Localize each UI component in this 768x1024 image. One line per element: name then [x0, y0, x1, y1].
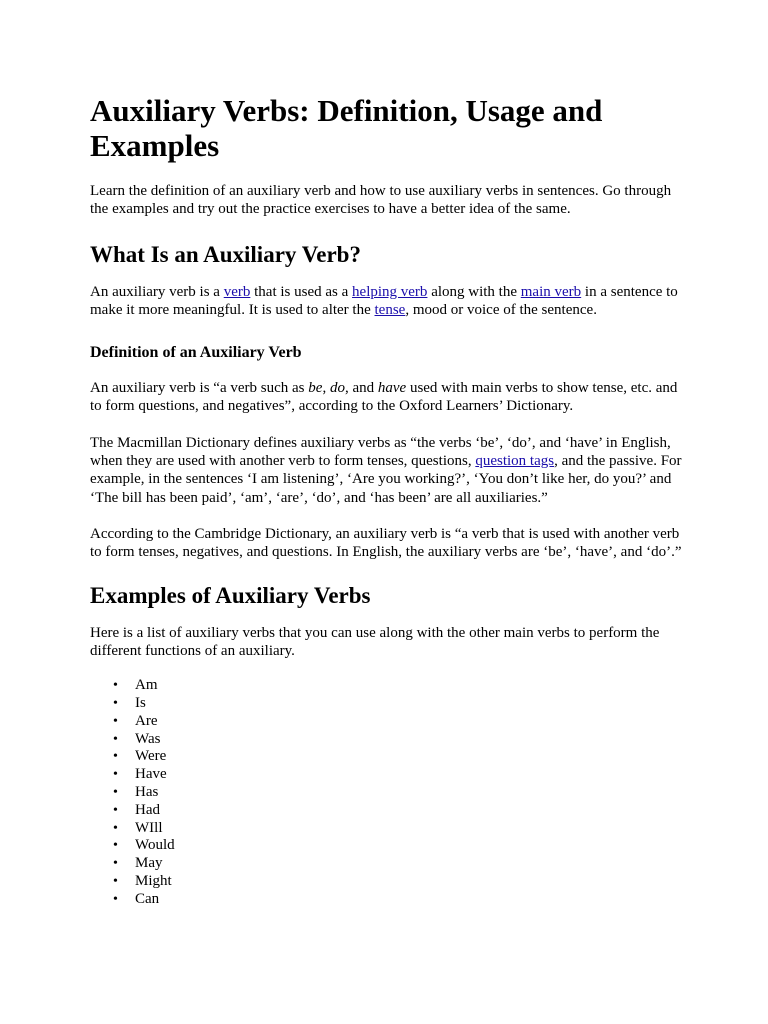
- list-item: • Was: [135, 731, 682, 749]
- italic-be: be: [308, 380, 323, 397]
- page-title: Auxiliary Verbs: Definition, Usage and Examples: [90, 93, 603, 163]
- article-body: [90, 93, 682, 909]
- list-item: • Might: [135, 873, 682, 891]
- text-segment: in a sentence to make it more meaningful. It is used to alter the: [90, 283, 678, 318]
- examples-intro-paragraph: Here is a list of auxiliary verbs that you can use along with the other main verbs to perform the different functions of an auxiliary.: [90, 624, 660, 659]
- text-segment: , and the passive. For example, in the sentences ‘I am listening’, ‘Are you working?’, ‘You don’t like her, do you?’ and ‘The bill has been paid’, ‘am’, ‘are’, ‘do’, and ‘has been’ are all auxiliaries.”: [90, 453, 682, 506]
- oxford-definition-paragraph: [90, 379, 682, 416]
- list-item: • Can: [135, 891, 682, 909]
- list-item: • Had: [135, 802, 682, 820]
- link-question-tags[interactable]: question tags: [475, 453, 555, 470]
- list-item: • Am: [135, 677, 682, 695]
- cambridge-definition-paragraph: According to the Cambridge Dictionary, an auxiliary verb is “a verb that is used with another verb to form tenses, negatives, and questions. In English, the auxiliary verbs are ‘be’, ‘have’, and ‘do’.”: [90, 525, 682, 561]
- italic-have: have: [377, 380, 407, 397]
- text-segment: that is used as a: [250, 283, 353, 300]
- list-item: • Are: [135, 713, 682, 731]
- link-verb[interactable]: verb: [223, 283, 251, 300]
- text-segment: ,: [322, 380, 330, 397]
- macmillan-definition-paragraph: [90, 434, 682, 507]
- text-segment: , and: [344, 380, 378, 397]
- auxiliary-verb-list: [90, 677, 682, 908]
- link-tense[interactable]: tense: [374, 301, 406, 318]
- list-item: • Is: [135, 695, 682, 713]
- text-segment: , mood or voice of the sentence.: [405, 301, 597, 318]
- definition-paragraph: [90, 283, 682, 320]
- link-helping-verb[interactable]: helping verb: [352, 283, 428, 300]
- list-item: • Would: [135, 837, 682, 855]
- heading-what-is-auxiliary-verb: What Is an Auxiliary Verb?: [90, 241, 361, 267]
- heading-definition: Definition of an Auxiliary Verb: [90, 344, 302, 362]
- list-item: • Were: [135, 748, 682, 766]
- italic-do: do: [329, 380, 345, 397]
- heading-examples: Examples of Auxiliary Verbs: [90, 582, 371, 608]
- list-item: • Has: [135, 784, 682, 802]
- text-segment: along with the: [427, 283, 521, 300]
- text-segment: An auxiliary verb is “a verb such as: [90, 380, 309, 397]
- text-segment: The Macmillan Dictionary defines auxiliary verbs as “the verbs ‘be’, ‘do’, and ‘have’ in English, when they are used with another verb to form tenses, questions,: [90, 434, 671, 470]
- list-item: • Have: [135, 766, 682, 784]
- text-segment: An auxiliary verb is a: [90, 283, 224, 300]
- list-item: • May: [135, 855, 682, 873]
- text-segment: used with main verbs to show tense, etc. and to form questions, and negatives”, according to the Oxford Learners’ Dictionary.: [90, 380, 678, 415]
- list-item: • WIll: [135, 820, 682, 838]
- intro-paragraph: Learn the definition of an auxiliary verb and how to use auxiliary verbs in sentences. Go through the examples and try out the practice exercises to have a better idea of the same.: [90, 183, 672, 218]
- link-main-verb[interactable]: main verb: [520, 283, 582, 300]
